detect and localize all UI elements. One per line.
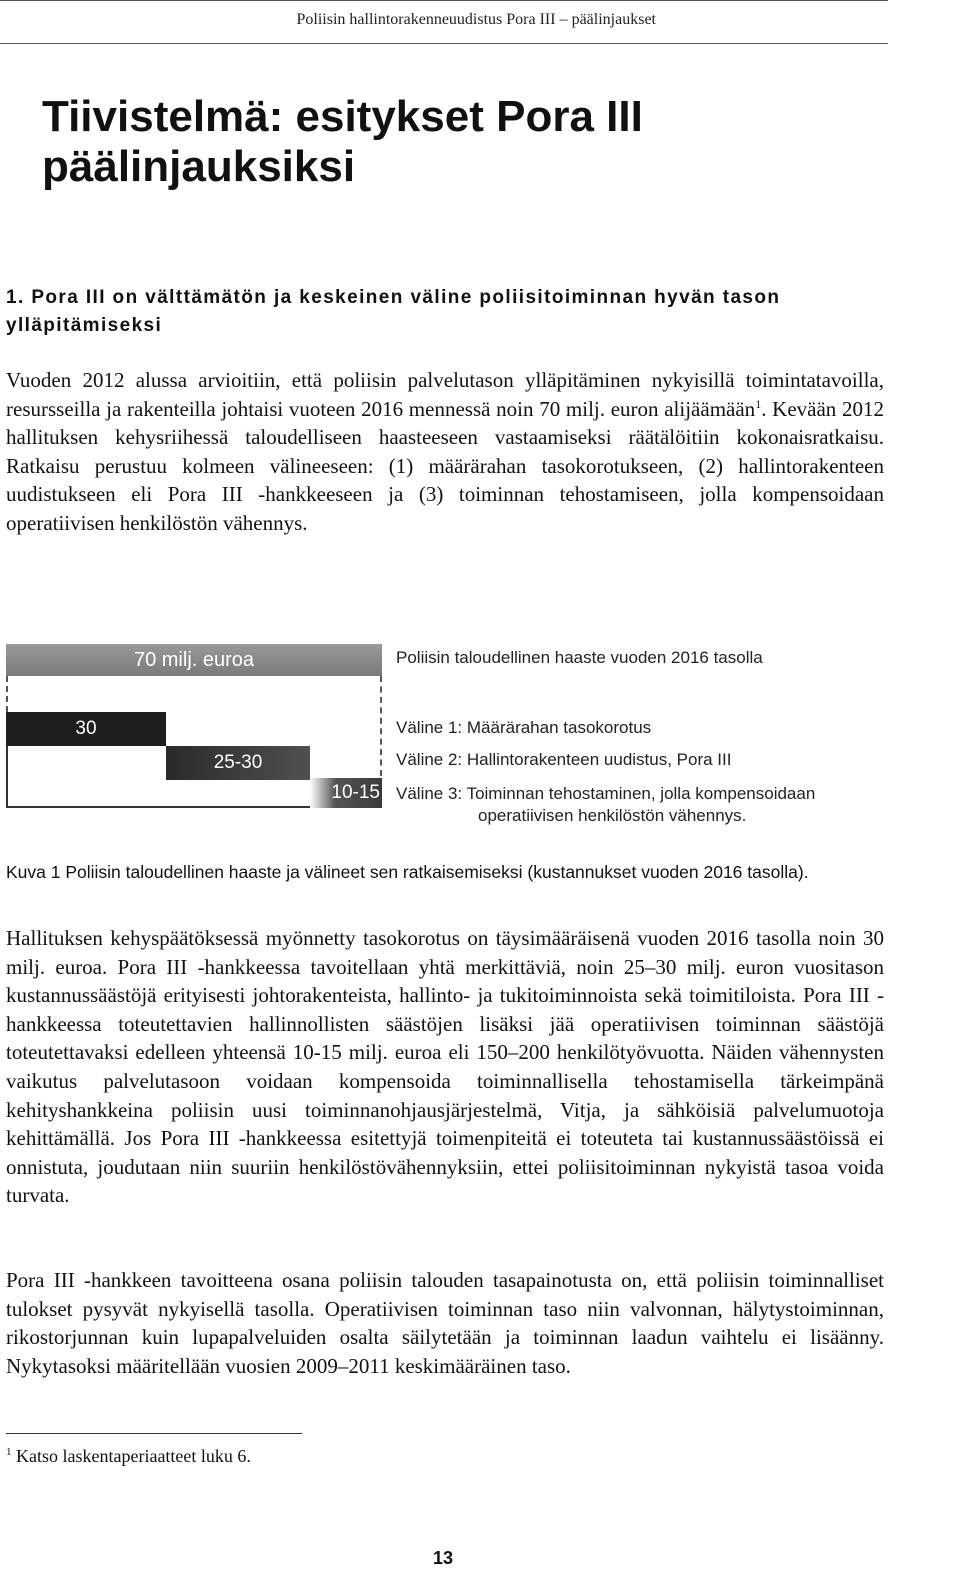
page-title: Tiivistelmä: esitykset Pora III päälinjauksiksi xyxy=(42,92,643,191)
body-paragraph-1 xyxy=(6,366,884,538)
dashed-guide-left xyxy=(6,676,8,712)
total-challenge-description: Poliisin taloudellinen haaste vuoden 2016 tasolla xyxy=(396,648,763,667)
footnote-marker: 1 xyxy=(6,1446,12,1458)
total-challenge-label: 70 milj. euroa xyxy=(133,648,255,671)
tool-3-description-continued: operatiivisen henkilöstön vähennys. xyxy=(478,806,747,825)
dashed-guide-right xyxy=(380,676,382,776)
frame-line-bottom xyxy=(6,806,310,808)
footnote-divider xyxy=(6,1433,302,1434)
tool-2-value: 25-30 xyxy=(213,752,263,773)
paragraph-1-text-a: Vuoden 2012 alussa arvioitiin, että poliisin palvelutason ylläpitäminen nykyisillä toimintatavoilla, resursseilla ja rakenteilla johtaisi vuoteen 2016 mennessä noin 70 milj. euron alijäämään xyxy=(6,368,884,421)
footnote-text: Katso laskentaperiaatteet luku 6. xyxy=(11,1446,251,1466)
figure-caption: Kuva 1 Poliisin taloudellinen haaste ja välineet sen ratkaisemiseksi (kustannukset vuoden 2016 tasolla). xyxy=(6,862,809,882)
tool-3-description: Väline 3: Toiminnan tehostaminen, jolla kompensoidaan xyxy=(396,784,816,803)
body-paragraph-3: Pora III -hankkeen tavoitteena osana poliisin talouden tasapainotusta on, että poliisin toiminnalliset tulokset pysyvät nykyisellä tasolla. Operatiivisen toiminnan taso niin valvonnan, hälytystoiminnan, rikostorjunnan kuin lupapalveluiden osalta säilytetään ja toiminnan laadun vaihtelu ei lisäänny. Nykytasoksi määritellään vuosien 2009–2011 keskimääräinen taso. xyxy=(6,1268,884,1378)
figure-1 xyxy=(0,640,960,840)
section-heading: 1. Pora III on välttämätön ja keskeinen väline poliisitoiminnan hyvän tason ylläpitämiseksi xyxy=(6,287,781,336)
tool-2-description: Väline 2: Hallintorakenteen uudistus, Pora III xyxy=(396,750,732,769)
tool-1-value: 30 xyxy=(75,718,97,739)
tool-1-description: Väline 1: Määrärahan tasokorotus xyxy=(396,718,652,737)
frame-line-left xyxy=(6,746,8,808)
page-number: 13 xyxy=(433,1548,454,1568)
footnote-reference[interactable]: 1 xyxy=(755,396,762,411)
body-paragraph-2: Hallituksen kehyspäätöksessä myönnetty tasokorotus on täysimääräisenä vuoden 2016 tasolla noin 30 milj. euroa. Pora III -hankkeessa tavoitellaan yhtä merkittäviä, noin 25–30 milj. euron vuositason kustannussäästöjä erityisesti johtorakenteista, hallinto- ja tukitoiminnoista sekä toimitiloista. Pora III -hankkeessa toteutettavien hallinnollisten säästöjen lisäksi jää operatiivisen toiminnan säästöjä toteutettavaksi edelleen yhteensä 10-15 milj. euroa eli 150–200 henkilötyövuotta. Näiden vähennysten vaikutus palvelutasoon voidaan kompensoida toiminnallisella tehostamisella tärkeimpänä kehityshankkeina poliisin uusi toiminnanohjausjärjestelmä, Vitja, ja sähköisiä palvelumuotoja kehittämällä. Jos Pora III -hankkeessa esitettyjä toimenpiteitä ei toteuteta tai kustannussäästöissä ei onnistuta, joudutaan niin suuriin henkilöstövähennyksiin, ettei poliisitoiminnan nykyistä tasoa voida turvata. xyxy=(6,926,884,1208)
total-challenge-bar xyxy=(6,644,382,676)
tool-3-bar xyxy=(310,778,382,808)
footnote xyxy=(6,1446,251,1467)
running-header-title: Poliisin hallintorakenneuudistus Pora III – päälinjaukset xyxy=(296,11,656,28)
running-header xyxy=(0,0,888,44)
tool-3-value: 10-15 xyxy=(331,782,380,803)
tool-2-bar xyxy=(166,746,310,780)
tool-1-bar xyxy=(6,712,166,746)
paragraph-1-text-b: . Kevään 2012 hallituksen kehysriihessä taloudelliseen haasteeseen vastaamiseksi räätälöitiin kokonaisratkaisu. Ratkaisu perustuu kolmeen välineeseen: (1) määrärahan tasokorotukseen, (2) hallintorakenteen uudistukseen eli Pora III -hankkeeseen ja (3) toiminnan tehostamiseen, jolla kompensoidaan operatiivisen henkilöstön vähennys. xyxy=(6,396,884,535)
